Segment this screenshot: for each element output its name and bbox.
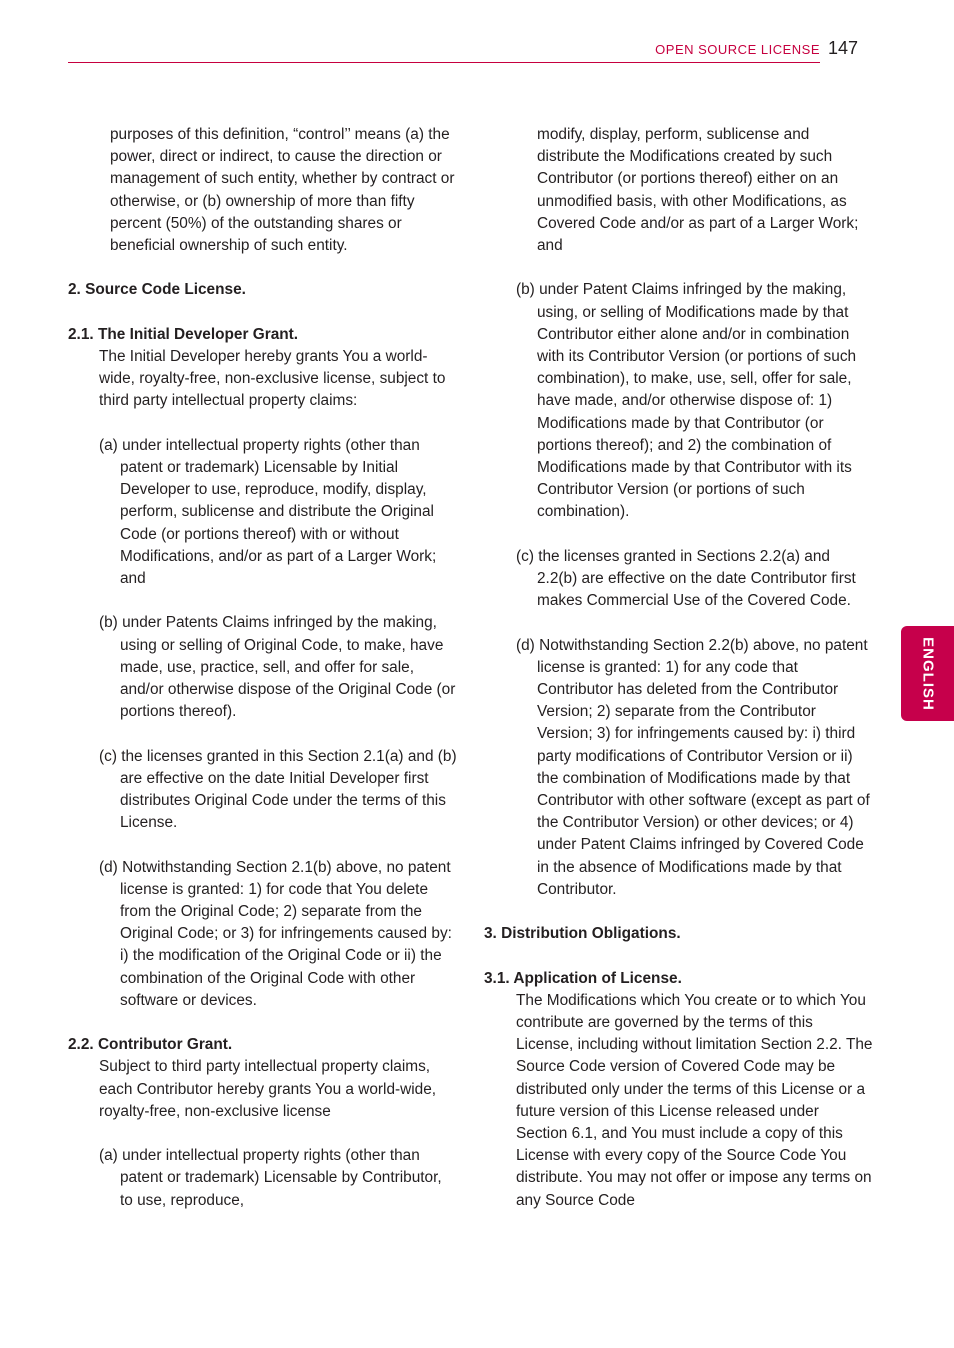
language-tab: [901, 626, 954, 721]
subsection-heading: 3.1. Application of License.: [484, 969, 682, 987]
page-number: 147: [828, 38, 859, 58]
clause-d: (d) Notwithstanding Section 2.1(b) above, no patent license is granted: 1) for code that You delete from the Original Code; 2) separate from the Original Code; or 3) for infringements caused by: i) the modification of the Original Code or ii) the combination of the Original Code with other software or devices.: [99, 858, 452, 1009]
section-heading: 2. Source Code License.: [68, 281, 246, 299]
clause-continuation: modify, display, perform, sublicense and distribute the Modifications created by such Contributor (or portions thereof) either on an unmodified basis, with other Modifications, as Covered Code and/or as part of a Larger Work; and: [537, 126, 859, 255]
section-heading: 3. Distribution Obligations.: [484, 925, 681, 943]
subsection-heading: 2.2. Contributor Grant.: [68, 1036, 233, 1054]
definition-continuation: purposes of this definition, “control’’ means (a) the power, direct or indirect, to cause the direction or management of such entity, whether by contract or otherwise, or (b) ownership of more than fifty percent (50%) of the outstanding shares or beneficial ownership of such entity.: [110, 126, 455, 255]
header-title: OPEN SOURCE LICENSE: [655, 42, 820, 57]
clause-a: (a) under intellectual property rights (other than patent or trademark) Licensable by Initial Developer to use, reproduce, modify, display, perform, sublicense and distribute the Original Code (or portions thereof) with or without Modifications, and/or as part of a Larger Work; and: [99, 436, 437, 588]
paragraph: Subject to third party intellectual property claims, each Contributor hereby grants You a world-wide, royalty-free, non-exclusive license: [99, 1058, 437, 1120]
paragraph: The Modifications which You create or to which You contribute are governed by the terms of this License, including without limitation Section 2.2. The Source Code version of Covered Code may be distributed only under the terms of this License or a future version of this License released under Section 6.1, and You must include a copy of this License with every copy of the Source Code You distribute. You may not offer or impose any terms on any Source Code: [516, 991, 873, 1209]
clause-c: (c) the licenses granted in Sections 2.2(a) and 2.2(b) are effective on the date Contributor first makes Commercial Use of the Covered Code.: [516, 547, 856, 610]
page-header: [68, 36, 820, 63]
language-tab-label: ENGLISH: [919, 636, 936, 711]
clause-d: (d) Notwithstanding Section 2.2(b) above, no patent license is granted: 1) for any code that Contributor has deleted from the Contributor Version; 2) separate from the Contributor Version; 3) for infringements caused by: i) third party modifications of Contributor Version or ii) the combination of Modifications made by that Contributor with other software (except as part of the Contributor Version) or other devices; or 4) under Patent Claims infringed by Covered Code in the absence of Modifications made by that Contributor.: [516, 636, 870, 898]
clause-b: (b) under Patent Claims infringed by the making, using, or selling of Modifications made by that Contributor either alone and/or in combination with its Contributor Version (or portions of such combination), to make, use, sell, offer for sale, have made, and/or otherwise dispose of: 1) Modifications made by that Contributor (or portions thereof); and 2) the combination of Modifications made by that Contributor with its Contributor Version (or portions of such combination).: [516, 281, 857, 521]
right-column: [484, 124, 874, 1212]
left-column: [68, 124, 458, 1212]
paragraph: The Initial Developer hereby grants You a world-wide, royalty-free, non-exclusive license, subject to third party intellectual property claims:: [99, 348, 446, 410]
subsection-heading: 2.1. The Initial Developer Grant.: [68, 325, 299, 343]
clause-a: (a) under intellectual property rights (other than patent or trademark) Licensable by Contributor, to use, reproduce,: [99, 1147, 442, 1209]
clause-c: (c) the licenses granted in this Section 2.1(a) and (b) are effective on the date Initial Developer first distributes Original Code under the terms of this License.: [99, 747, 457, 832]
clause-b: (b) under Patents Claims infringed by the making, using or selling of Original Code, to make, have made, use, practice, sell, and offer for sale, and/or otherwise dispose of the Original Code (or portions thereof).: [99, 614, 456, 721]
